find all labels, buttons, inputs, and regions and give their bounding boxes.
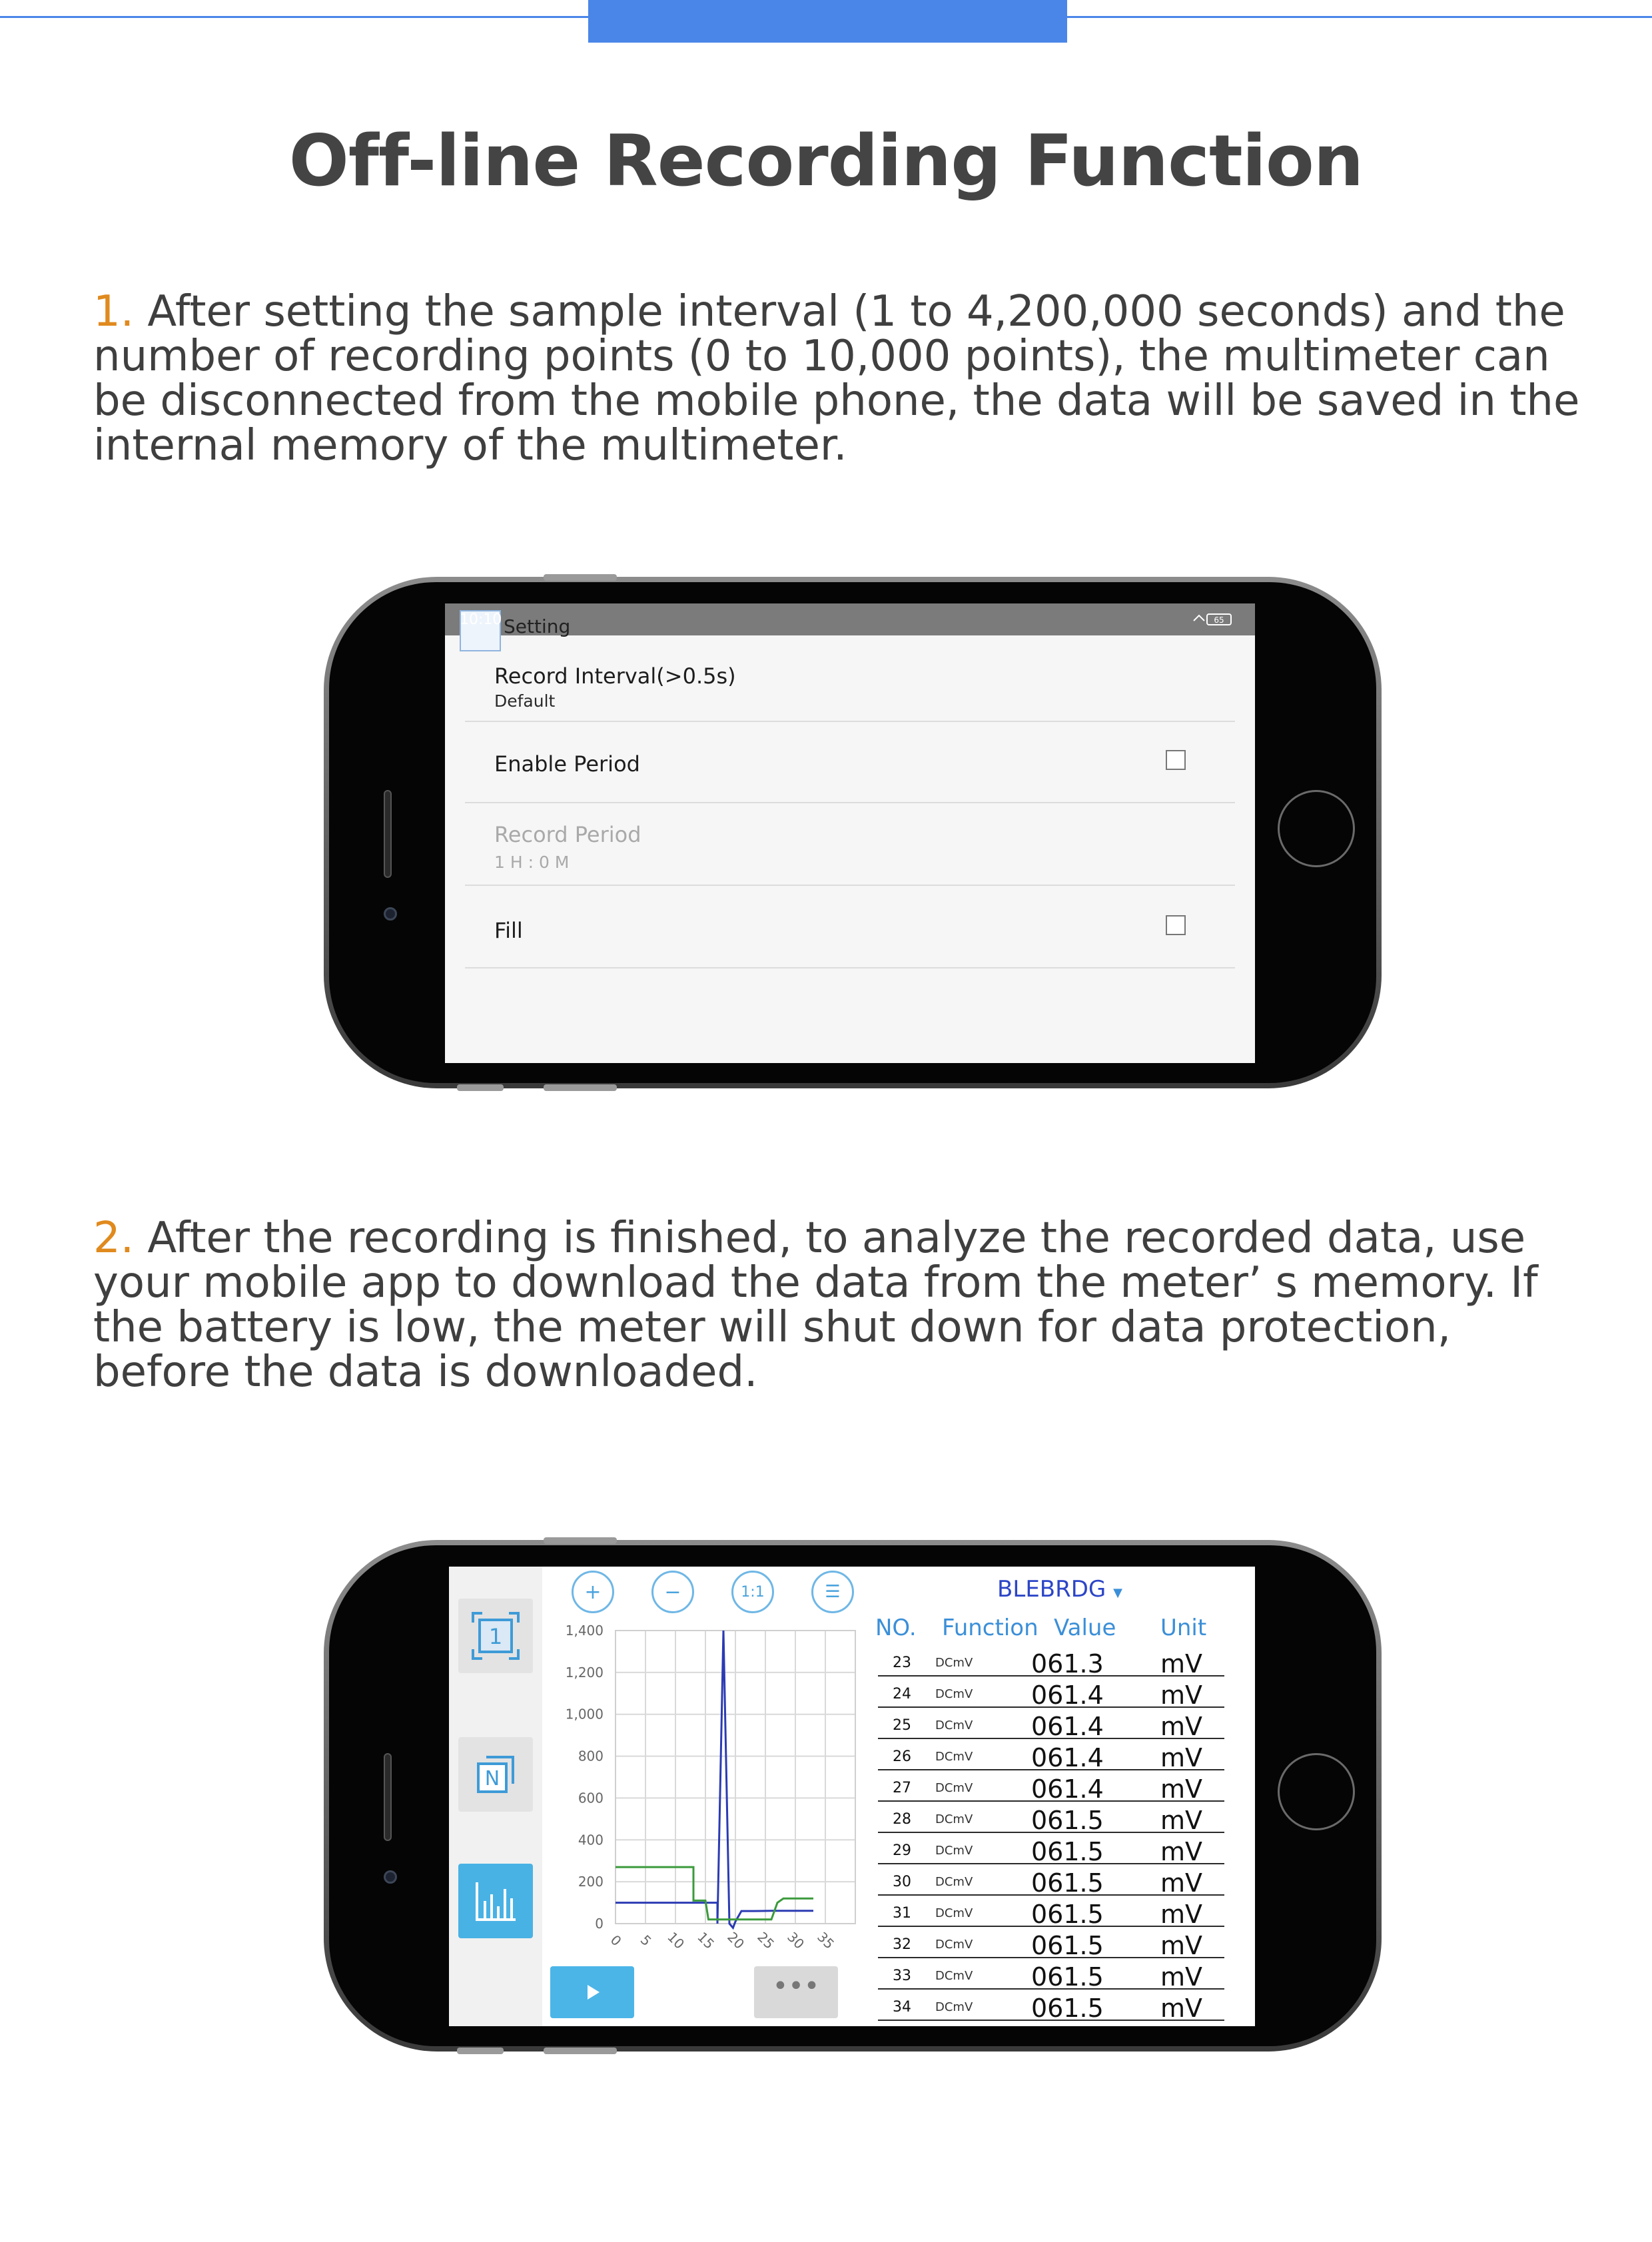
- multi-view-button[interactable]: [458, 1737, 533, 1812]
- row-value: 061.5: [1031, 1900, 1104, 1929]
- column-header-unit: Unit: [1160, 1615, 1207, 1641]
- phone-side-button: [544, 574, 617, 581]
- zoom-out-button[interactable]: −: [651, 1571, 694, 1613]
- table-row[interactable]: [878, 1739, 1224, 1770]
- x-tick-label: 15: [694, 1928, 718, 1952]
- row-no: 32: [893, 1936, 911, 1953]
- setting-enable-period[interactable]: [465, 722, 1235, 803]
- table-row[interactable]: [878, 1896, 1224, 1927]
- row-function: DCmV: [935, 1718, 973, 1732]
- table-row[interactable]: [878, 1645, 1224, 1677]
- line-chart: [542, 1617, 862, 1990]
- svg-text:65: 65: [1214, 615, 1224, 625]
- x-tick-label: 35: [814, 1928, 838, 1952]
- more-button[interactable]: •••: [754, 1966, 838, 2018]
- table-row[interactable]: [878, 1927, 1224, 1958]
- tool-column: [449, 1567, 542, 2026]
- row-no: 33: [893, 1968, 911, 1984]
- row-no: 24: [893, 1686, 911, 1702]
- row-function: DCmV: [935, 1750, 973, 1764]
- bar-chart-icon: [469, 1874, 522, 1928]
- y-tick-label: 800: [578, 1748, 604, 1764]
- row-value: 061.4: [1031, 1712, 1104, 1741]
- row-unit: mV: [1160, 1806, 1203, 1835]
- column-header-no: NO.: [875, 1615, 917, 1641]
- y-tick-label: 600: [578, 1790, 604, 1806]
- section-1-number: 1.: [93, 287, 135, 336]
- device-selector[interactable]: [865, 1576, 1255, 1603]
- table-row[interactable]: [878, 1990, 1224, 2021]
- phone-home-button[interactable]: [1278, 1753, 1355, 1830]
- row-value: 061.5: [1031, 1931, 1104, 1960]
- row-unit: mV: [1160, 1994, 1203, 2023]
- screen-title: Setting: [504, 615, 571, 637]
- row-no: 26: [893, 1748, 911, 1765]
- row-unit: mV: [1160, 1837, 1203, 1866]
- phone-camera: [384, 1870, 397, 1884]
- phone-volume-button: [544, 2048, 617, 2054]
- x-tick-label: 25: [754, 1928, 778, 1952]
- x-tick-label: 5: [637, 1932, 655, 1950]
- table-row[interactable]: [878, 1802, 1224, 1833]
- x-tick-label: 0: [607, 1932, 625, 1950]
- fill-checkbox[interactable]: [1166, 915, 1186, 935]
- setting-record-interval[interactable]: [465, 649, 1235, 722]
- enable-period-checkbox[interactable]: [1166, 750, 1186, 770]
- phone-home-button[interactable]: [1278, 790, 1355, 867]
- section-2-body: After the recording is finished, to analyze the recorded data, use your mobile app to download the data from the meter’ s memory. If the battery is low, the meter will shut down for data protection, before the data is downloaded.: [93, 1214, 1538, 1397]
- setting-record-period: [465, 803, 1235, 886]
- phone-volume-button: [457, 2048, 504, 2054]
- row-value: 061.5: [1031, 1994, 1104, 2023]
- play-button[interactable]: [550, 1966, 634, 2018]
- section-2-number: 2.: [93, 1214, 135, 1263]
- chart-view-button[interactable]: [458, 1864, 533, 1938]
- section-1-body: After setting the sample interval (1 to 4,200,000 seconds) and the number of recording points (0 to 10,000 points), the multimeter can be disconnected from the mobile phone, the data will be saved in the internal memory of the multimeter.: [93, 287, 1580, 470]
- row-no: 27: [893, 1780, 911, 1796]
- table-row[interactable]: [878, 1708, 1224, 1739]
- page-title: Off-line Recording Function: [288, 120, 1364, 202]
- single-view-icon: [469, 1609, 522, 1663]
- battery-indicator: [1192, 611, 1235, 631]
- table-row[interactable]: [878, 1833, 1224, 1864]
- row-value: 061.5: [1031, 1806, 1104, 1835]
- row-unit: mV: [1160, 1868, 1203, 1898]
- y-tick-label: 0: [595, 1916, 604, 1932]
- row-no: 28: [893, 1811, 911, 1828]
- row-value: 061.5: [1031, 1868, 1104, 1898]
- settings-screen: [445, 603, 1255, 1063]
- column-header-function: Function: [942, 1615, 1038, 1641]
- header-accent-bar: [588, 0, 1067, 43]
- phone-mockup-settings: [324, 577, 1382, 1088]
- data-table-pane: [865, 1567, 1255, 2026]
- row-no: 30: [893, 1874, 911, 1890]
- battery-icon: [1192, 611, 1235, 627]
- row-unit: mV: [1160, 1649, 1203, 1679]
- row-function: DCmV: [935, 1656, 973, 1670]
- row-value: 061.5: [1031, 1837, 1104, 1866]
- status-bar: [445, 603, 1255, 635]
- device-name: BLEBRDG: [997, 1576, 1106, 1603]
- column-header-value: Value: [1054, 1615, 1116, 1641]
- row-no: 31: [893, 1905, 911, 1922]
- table-row[interactable]: [878, 1958, 1224, 1990]
- chevron-down-icon: ▼: [1113, 1586, 1122, 1600]
- row-function: DCmV: [935, 1938, 973, 1952]
- x-tick-label: 30: [784, 1928, 808, 1952]
- y-tick-label: 1,200: [565, 1664, 604, 1681]
- x-tick-label: 10: [664, 1928, 688, 1952]
- row-function: DCmV: [935, 1906, 973, 1920]
- row-unit: mV: [1160, 1743, 1203, 1772]
- row-function: DCmV: [935, 1812, 973, 1826]
- single-view-button[interactable]: [458, 1599, 533, 1673]
- row-no: 29: [893, 1842, 911, 1859]
- row-function: DCmV: [935, 1875, 973, 1889]
- row-value: 061.4: [1031, 1681, 1104, 1710]
- row-unit: mV: [1160, 1681, 1203, 1710]
- row-function: DCmV: [935, 1844, 973, 1858]
- row-no: 34: [893, 1999, 911, 2016]
- row-value: 061.4: [1031, 1743, 1104, 1772]
- list-button[interactable]: ☰: [811, 1571, 854, 1613]
- row-unit: mV: [1160, 1900, 1203, 1929]
- phone-speaker: [384, 790, 392, 878]
- setting-label: Record Period: [494, 822, 641, 847]
- phone-mockup-data: [324, 1540, 1382, 2052]
- row-unit: mV: [1160, 1931, 1203, 1960]
- x-tick-label: 20: [724, 1928, 748, 1952]
- row-function: DCmV: [935, 1969, 973, 1983]
- svg-text:1: 1: [488, 1624, 503, 1649]
- setting-sub: 1 H : 0 M: [494, 853, 570, 872]
- chart-pane: [542, 1567, 862, 2026]
- setting-fill[interactable]: [465, 886, 1235, 968]
- table-row[interactable]: [878, 1770, 1224, 1802]
- status-time: 10:10: [460, 611, 502, 628]
- reset-zoom-button[interactable]: 1:1: [731, 1571, 774, 1613]
- y-tick-label: 1,400: [565, 1623, 604, 1639]
- y-tick-label: 200: [578, 1874, 604, 1890]
- setting-label: Record Interval(>0.5s): [494, 663, 736, 689]
- table-row[interactable]: [878, 1864, 1224, 1896]
- setting-sub: Default: [494, 691, 556, 711]
- row-value: 061.3: [1031, 1649, 1104, 1679]
- phone-volume-button: [457, 1084, 504, 1091]
- row-unit: mV: [1160, 1712, 1203, 1741]
- multi-view-icon: [469, 1748, 522, 1801]
- svg-text:N: N: [484, 1767, 500, 1790]
- setting-label: Enable Period: [494, 751, 640, 777]
- row-value: 061.4: [1031, 1774, 1104, 1804]
- row-value: 061.5: [1031, 1962, 1104, 1992]
- play-icon: [550, 1966, 634, 2018]
- row-function: DCmV: [935, 2000, 973, 2014]
- y-tick-label: 400: [578, 1832, 604, 1848]
- row-unit: mV: [1160, 1774, 1203, 1804]
- phone-camera: [384, 907, 397, 921]
- phone-side-button: [544, 1537, 617, 1544]
- row-no: 23: [893, 1655, 911, 1671]
- zoom-in-button[interactable]: +: [572, 1571, 614, 1613]
- y-tick-label: 1,000: [565, 1706, 604, 1722]
- row-function: DCmV: [935, 1687, 973, 1701]
- section-1-text: [93, 287, 1599, 470]
- row-no: 25: [893, 1717, 911, 1734]
- setting-label: Fill: [494, 918, 523, 943]
- row-unit: mV: [1160, 1962, 1203, 1992]
- row-function: DCmV: [935, 1781, 973, 1795]
- table-row[interactable]: [878, 1677, 1224, 1708]
- phone-volume-button: [544, 1084, 617, 1091]
- phone-speaker: [384, 1753, 392, 1841]
- data-screen: [449, 1567, 1255, 2026]
- section-2-text: [93, 1216, 1599, 1395]
